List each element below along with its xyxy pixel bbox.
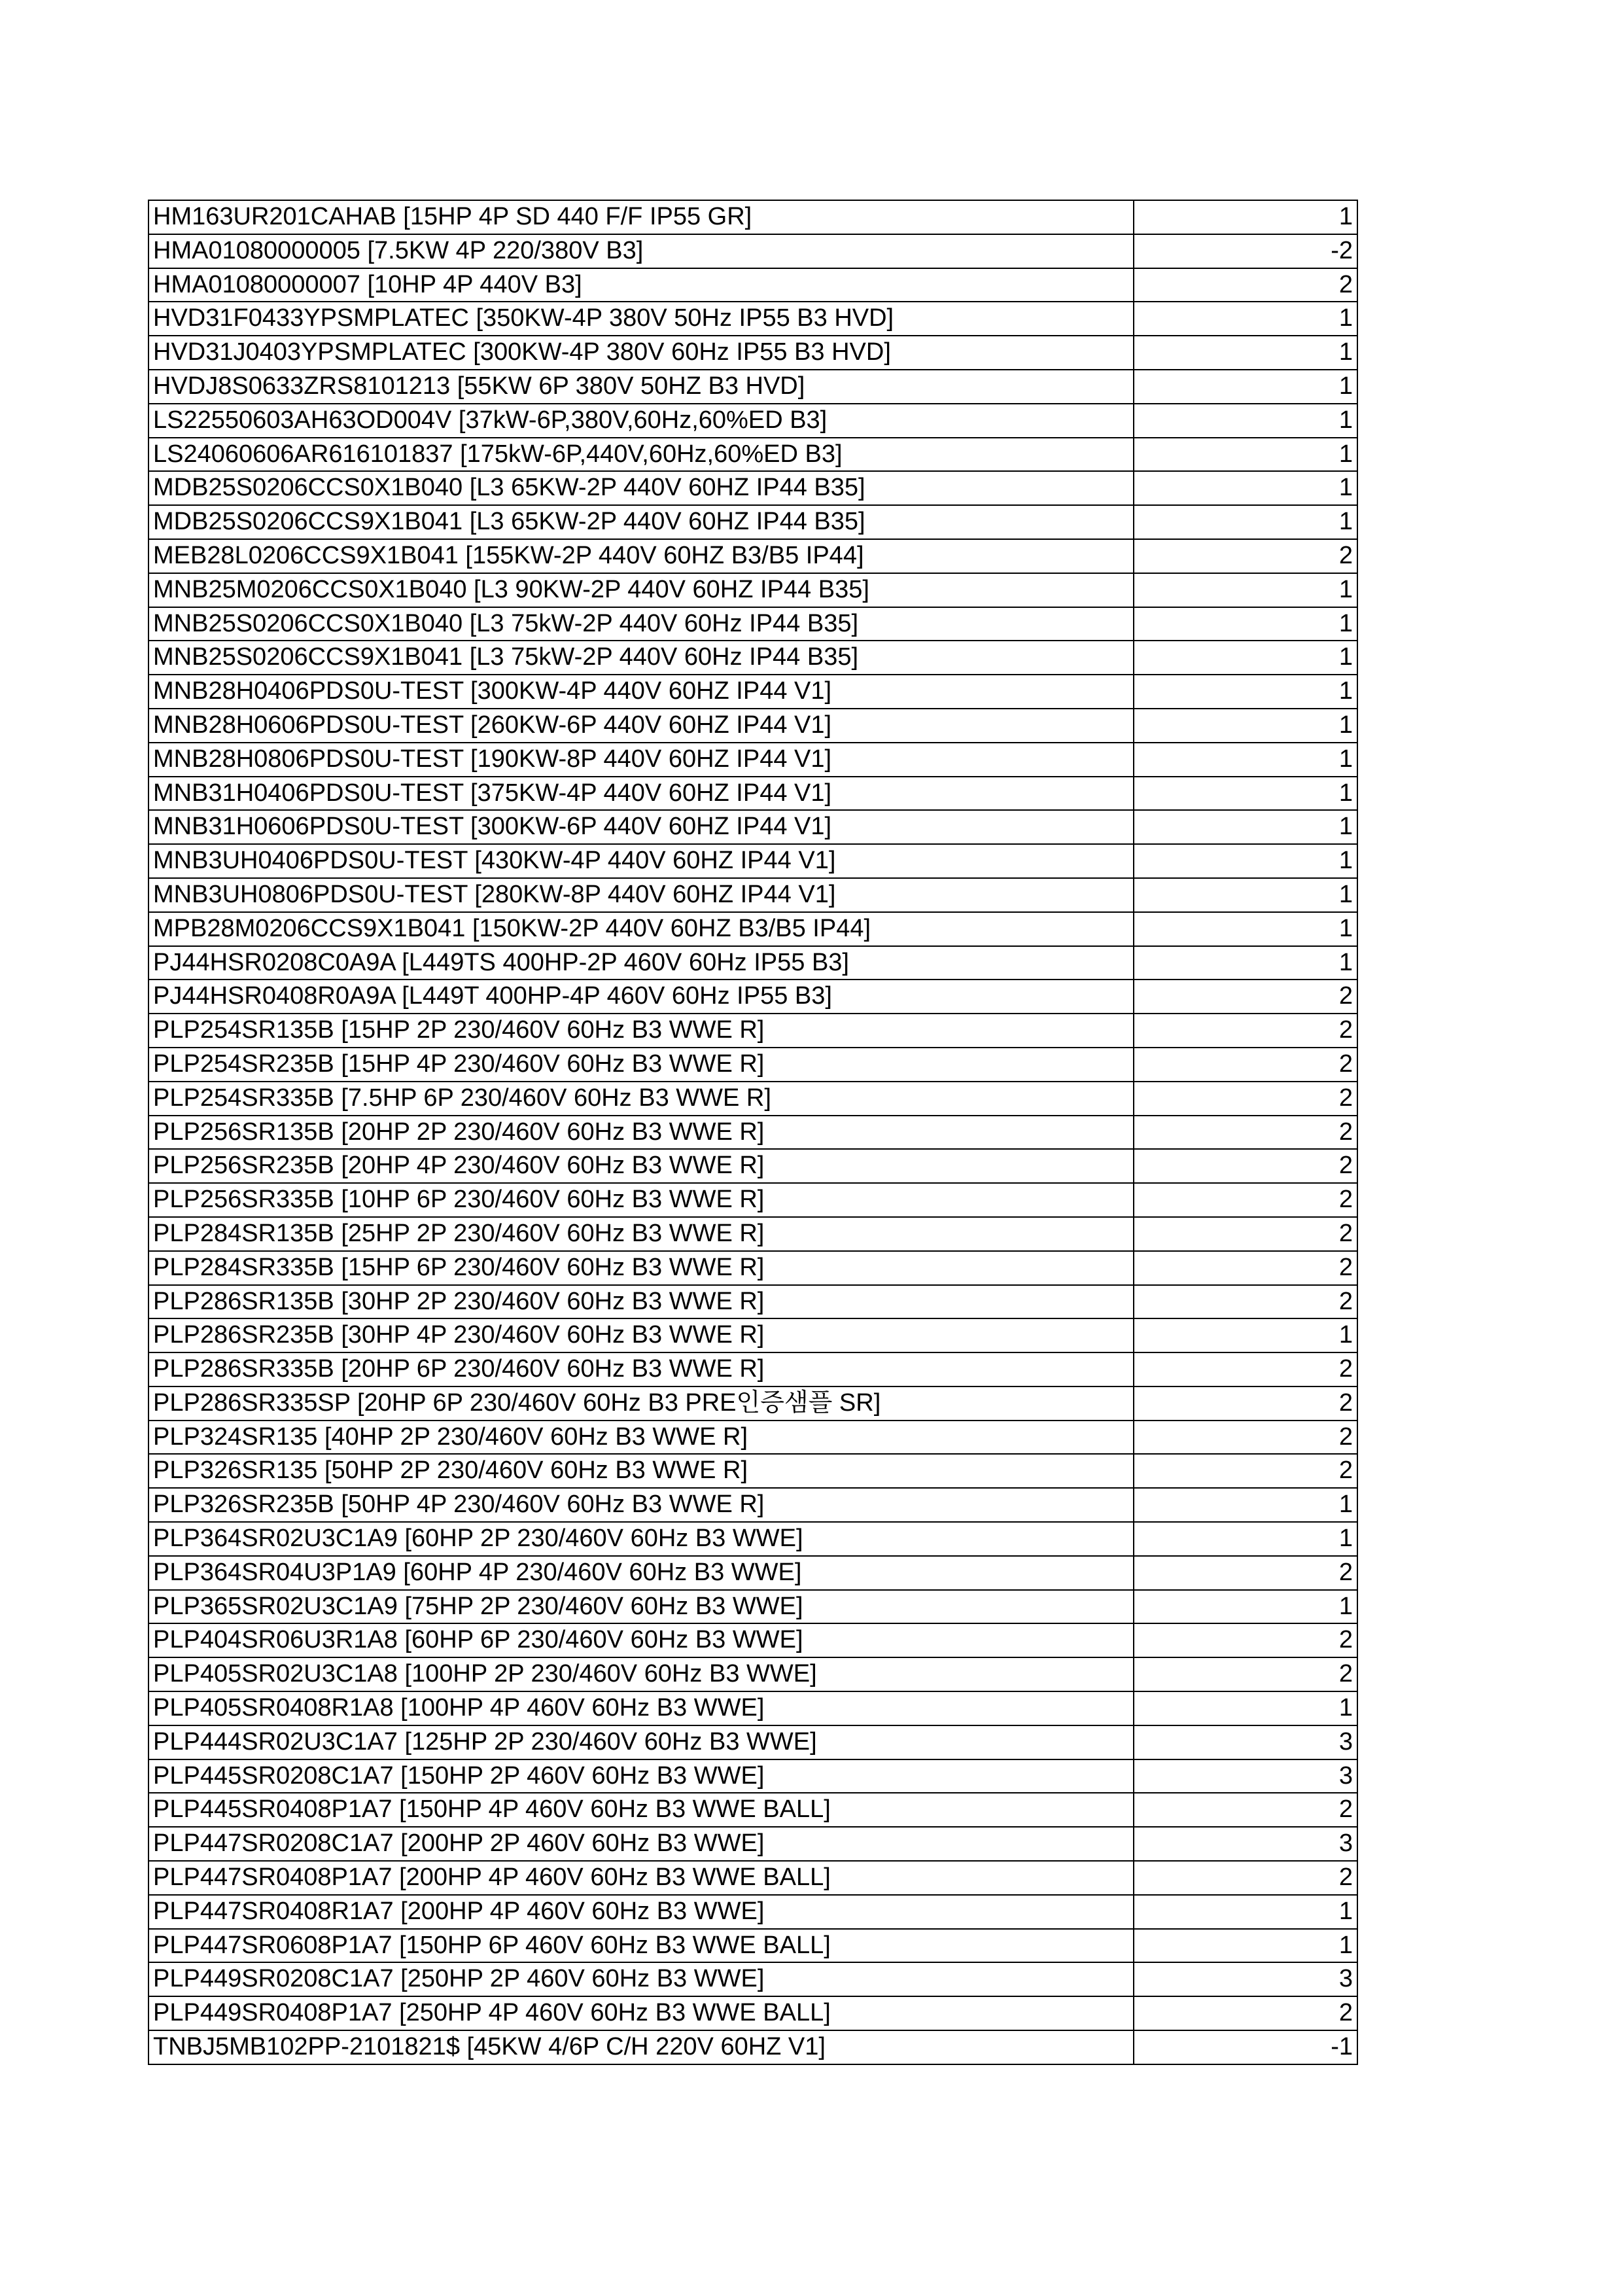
quantity-cell[interactable]: 1 [1134,200,1357,234]
table-row [148,336,1357,370]
table-row [148,1149,1357,1183]
quantity-cell[interactable]: 2 [1134,980,1357,1014]
item-description-cell[interactable]: PLP405SR02U3C1A8 [100HP 2P 230/460V 60Hz B3 WWE] [148,1657,1134,1691]
item-description-cell[interactable]: PLP256SR135B [20HP 2P 230/460V 60Hz B3 WWE R] [148,1116,1134,1150]
table-row [148,709,1357,743]
quantity-cell[interactable]: 1 [1134,1488,1357,1522]
table-row [148,573,1357,607]
item-description-cell[interactable]: MEB28L0206CCS9X1B041 [155KW-2P 440V 60HZ B3/B5 IP44] [148,539,1134,573]
item-description-cell[interactable]: PLP449SR0208C1A7 [250HP 2P 460V 60Hz B3 WWE] [148,1962,1134,1996]
table-row [148,743,1357,777]
item-description-cell[interactable]: MNB28H0406PDS0U-TEST [300KW-4P 440V 60HZ IP44 V1] [148,675,1134,709]
quantity-cell[interactable]: 2 [1134,1183,1357,1217]
quantity-cell[interactable]: 1 [1134,404,1357,438]
table-row [148,1386,1357,1421]
quantity-cell[interactable]: 1 [1134,675,1357,709]
item-description-cell[interactable]: PLP254SR335B [7.5HP 6P 230/460V 60Hz B3 WWE R] [148,1082,1134,1116]
item-description-cell[interactable]: PLP404SR06U3R1A8 [60HP 6P 230/460V 60Hz B3 WWE] [148,1623,1134,1657]
item-description-cell[interactable]: PLP364SR04U3P1A9 [60HP 4P 230/460V 60Hz B3 WWE] [148,1556,1134,1590]
item-description-cell[interactable]: PJ44HSR0208C0A9A [L449TS 400HP-2P 460V 60Hz IP55 B3] [148,946,1134,980]
quantity-cell[interactable]: -2 [1134,234,1357,268]
item-description-cell[interactable]: LS22550603AH63OD004V [37kW-6P,380V,60Hz,60%ED B3] [148,404,1134,438]
quantity-cell[interactable]: 1 [1134,370,1357,404]
quantity-cell[interactable]: 3 [1134,1759,1357,1793]
item-description-cell[interactable]: HMA01080000007 [10HP 4P 440V B3] [148,268,1134,302]
table-row [148,777,1357,811]
table-row [148,1285,1357,1319]
table-row [148,234,1357,268]
quantity-cell[interactable]: 1 [1134,810,1357,844]
item-description-cell[interactable]: PLP447SR0408P1A7 [200HP 4P 460V 60Hz B3 WWE BALL] [148,1861,1134,1895]
item-description-cell[interactable]: MNB25S0206CCS0X1B040 [L3 75kW-2P 440V 60Hz IP44 B35] [148,607,1134,641]
item-description-cell[interactable]: MNB28H0606PDS0U-TEST [260KW-6P 440V 60HZ IP44 V1] [148,709,1134,743]
item-description-cell[interactable]: MNB28H0806PDS0U-TEST [190KW-8P 440V 60HZ IP44 V1] [148,743,1134,777]
item-description-cell[interactable]: PLP449SR0408P1A7 [250HP 4P 460V 60Hz B3 WWE BALL] [148,1996,1134,2030]
quantity-cell[interactable]: 1 [1134,505,1357,539]
item-description-cell[interactable]: PLP324SR135 [40HP 2P 230/460V 60Hz B3 WWE R] [148,1421,1134,1455]
table-row [148,1352,1357,1386]
quantity-cell[interactable]: 2 [1134,1116,1357,1150]
quantity-cell[interactable]: 2 [1134,1657,1357,1691]
quantity-cell[interactable]: 2 [1134,1352,1357,1386]
quantity-cell[interactable]: 2 [1134,1861,1357,1895]
table-row [148,1759,1357,1793]
table-row [148,946,1357,980]
item-description-cell[interactable]: MNB25M0206CCS0X1B040 [L3 90KW-2P 440V 60HZ IP44 B35] [148,573,1134,607]
item-description-cell[interactable]: PLP284SR335B [15HP 6P 230/460V 60Hz B3 WWE R] [148,1251,1134,1285]
item-description-cell[interactable]: PLP326SR135 [50HP 2P 230/460V 60Hz B3 WWE R] [148,1454,1134,1488]
item-description-cell[interactable]: PLP286SR335SP [20HP 6P 230/460V 60Hz B3 PRE인증샘플 SR] [148,1386,1134,1421]
item-description-cell[interactable]: PLP286SR335B [20HP 6P 230/460V 60Hz B3 WWE R] [148,1352,1134,1386]
quantity-cell[interactable]: 2 [1134,1454,1357,1488]
quantity-cell[interactable]: 2 [1134,1082,1357,1116]
table-row [148,1996,1357,2030]
table-row [148,404,1357,438]
table-row [148,1421,1357,1455]
table-row [148,1556,1357,1590]
item-description-cell[interactable]: PLP447SR0208C1A7 [200HP 2P 460V 60Hz B3 WWE] [148,1827,1134,1861]
item-description-cell[interactable]: LS24060606AR616101837 [175kW-6P,440V,60Hz,60%ED B3] [148,438,1134,472]
item-description-cell[interactable]: PLP254SR235B [15HP 4P 230/460V 60Hz B3 WWE R] [148,1048,1134,1082]
quantity-cell[interactable]: 2 [1134,1996,1357,2030]
quantity-cell[interactable]: 1 [1134,844,1357,878]
item-description-cell[interactable]: PLP405SR0408R1A8 [100HP 4P 460V 60Hz B3 WWE] [148,1691,1134,1725]
quantity-cell[interactable]: 1 [1134,1691,1357,1725]
inventory-table [148,200,1358,2065]
table-row [148,1217,1357,1251]
quantity-cell[interactable]: 1 [1134,573,1357,607]
table-row [148,1116,1357,1150]
quantity-cell[interactable]: 2 [1134,1623,1357,1657]
table-row [148,1827,1357,1861]
item-description-cell[interactable]: PLP447SR0608P1A7 [150HP 6P 460V 60Hz B3 WWE BALL] [148,1929,1134,1963]
item-description-cell[interactable]: PLP365SR02U3C1A9 [75HP 2P 230/460V 60Hz B3 WWE] [148,1590,1134,1624]
item-description-cell[interactable]: PLP256SR335B [10HP 6P 230/460V 60Hz B3 WWE R] [148,1183,1134,1217]
quantity-cell[interactable]: 3 [1134,1962,1357,1996]
item-description-cell[interactable]: PJ44HSR0408R0A9A [L449T 400HP-4P 460V 60Hz IP55 B3] [148,980,1134,1014]
item-description-cell[interactable]: HVD31J0403YPSMPLATEC [300KW-4P 380V 60Hz IP55 B3 HVD] [148,336,1134,370]
item-description-cell[interactable]: MDB25S0206CCS0X1B040 [L3 65KW-2P 440V 60HZ IP44 B35] [148,471,1134,505]
table-row [148,675,1357,709]
item-description-cell[interactable]: PLP447SR0408R1A7 [200HP 4P 460V 60Hz B3 WWE] [148,1895,1134,1929]
table-row [148,2030,1357,2064]
table-row [148,1623,1357,1657]
table-row [148,539,1357,573]
quantity-cell[interactable]: 2 [1134,1149,1357,1183]
table-row [148,505,1357,539]
quantity-cell[interactable]: 3 [1134,1725,1357,1759]
quantity-cell[interactable]: 1 [1134,641,1357,675]
item-description-cell[interactable]: TNBJ5MB102PP-2101821$ [45KW 4/6P C/H 220V 60HZ V1] [148,2030,1134,2064]
item-description-cell[interactable]: PLP284SR135B [25HP 2P 230/460V 60Hz B3 WWE R] [148,1217,1134,1251]
item-description-cell[interactable]: HMA01080000005 [7.5KW 4P 220/380V B3] [148,234,1134,268]
item-description-cell[interactable]: PLP256SR235B [20HP 4P 230/460V 60Hz B3 WWE R] [148,1149,1134,1183]
quantity-cell[interactable]: 2 [1134,1048,1357,1082]
table-row [148,1657,1357,1691]
item-description-cell[interactable]: PLP286SR235B [30HP 4P 230/460V 60Hz B3 WWE R] [148,1318,1134,1352]
table-row [148,1454,1357,1488]
quantity-cell[interactable]: 1 [1134,1318,1357,1352]
table-row [148,1691,1357,1725]
item-description-cell[interactable]: MDB25S0206CCS9X1B041 [L3 65KW-2P 440V 60HZ IP44 B35] [148,505,1134,539]
quantity-cell[interactable]: -1 [1134,2030,1357,2064]
quantity-cell[interactable]: 1 [1134,302,1357,336]
item-description-cell[interactable]: MNB3UH0806PDS0U-TEST [280KW-8P 440V 60HZ IP44 V1] [148,878,1134,912]
quantity-cell[interactable]: 3 [1134,1827,1357,1861]
table-row [148,268,1357,302]
item-description-cell[interactable]: HVDJ8S0633ZRS8101213 [55KW 6P 380V 50HZ B3 HVD] [148,370,1134,404]
quantity-cell[interactable]: 1 [1134,743,1357,777]
table-row [148,641,1357,675]
item-description-cell[interactable]: PLP286SR135B [30HP 2P 230/460V 60Hz B3 WWE R] [148,1285,1134,1319]
item-description-cell[interactable]: HVD31F0433YPSMPLATEC [350KW-4P 380V 50Hz IP55 B3 HVD] [148,302,1134,336]
table-row [148,844,1357,878]
quantity-cell[interactable]: 1 [1134,438,1357,472]
quantity-cell[interactable]: 2 [1134,1014,1357,1048]
item-description-cell[interactable]: PLP364SR02U3C1A9 [60HP 2P 230/460V 60Hz B3 WWE] [148,1522,1134,1556]
quantity-cell[interactable]: 2 [1134,1793,1357,1827]
quantity-cell[interactable]: 2 [1134,268,1357,302]
quantity-cell[interactable]: 2 [1134,1217,1357,1251]
table-row [148,1793,1357,1827]
table-row [148,980,1357,1014]
table-row [148,438,1357,472]
table-row [148,302,1357,336]
table-row [148,1590,1357,1624]
item-description-cell[interactable]: PLP445SR0408P1A7 [150HP 4P 460V 60Hz B3 WWE BALL] [148,1793,1134,1827]
table-row [148,1929,1357,1963]
item-description-cell[interactable]: MNB3UH0406PDS0U-TEST [430KW-4P 440V 60HZ IP44 V1] [148,844,1134,878]
table-row [148,1318,1357,1352]
quantity-cell[interactable]: 2 [1134,1285,1357,1319]
table-row [148,1082,1357,1116]
table-row [148,1522,1357,1556]
table-row [148,1488,1357,1522]
quantity-cell[interactable]: 2 [1134,1386,1357,1421]
table-row [148,878,1357,912]
item-description-cell[interactable]: MNB31H0606PDS0U-TEST [300KW-6P 440V 60HZ IP44 V1] [148,810,1134,844]
quantity-cell[interactable]: 2 [1134,1556,1357,1590]
quantity-cell[interactable]: 1 [1134,912,1357,946]
table-row [148,912,1357,946]
quantity-cell[interactable]: 1 [1134,1895,1357,1929]
item-description-cell[interactable]: PLP444SR02U3C1A7 [125HP 2P 230/460V 60Hz B3 WWE] [148,1725,1134,1759]
table-row [148,1251,1357,1285]
item-description-cell[interactable]: MNB31H0406PDS0U-TEST [375KW-4P 440V 60HZ IP44 V1] [148,777,1134,811]
quantity-cell[interactable]: 2 [1134,1251,1357,1285]
quantity-cell[interactable]: 2 [1134,1421,1357,1455]
table-row [148,1048,1357,1082]
table-row [148,471,1357,505]
quantity-cell[interactable]: 1 [1134,1522,1357,1556]
quantity-cell[interactable]: 1 [1134,607,1357,641]
item-description-cell[interactable]: MNB25S0206CCS9X1B041 [L3 75kW-2P 440V 60Hz IP44 B35] [148,641,1134,675]
quantity-cell[interactable]: 1 [1134,878,1357,912]
table-row [148,1725,1357,1759]
table-row [148,370,1357,404]
quantity-cell[interactable]: 1 [1134,1929,1357,1963]
inventory-table-body [148,200,1357,2064]
item-description-cell[interactable]: PLP254SR135B [15HP 2P 230/460V 60Hz B3 WWE R] [148,1014,1134,1048]
table-row [148,1014,1357,1048]
quantity-cell[interactable]: 1 [1134,471,1357,505]
quantity-cell[interactable]: 1 [1134,946,1357,980]
table-row [148,810,1357,844]
quantity-cell[interactable]: 1 [1134,777,1357,811]
table-row [148,200,1357,234]
item-description-cell[interactable]: MPB28M0206CCS9X1B041 [150KW-2P 440V 60HZ B3/B5 IP44] [148,912,1134,946]
quantity-cell[interactable]: 1 [1134,336,1357,370]
table-row [148,1183,1357,1217]
item-description-cell[interactable]: PLP326SR235B [50HP 4P 230/460V 60Hz B3 WWE R] [148,1488,1134,1522]
table-row [148,1895,1357,1929]
quantity-cell[interactable]: 1 [1134,709,1357,743]
quantity-cell[interactable]: 1 [1134,1590,1357,1624]
quantity-cell[interactable]: 2 [1134,539,1357,573]
table-row [148,607,1357,641]
item-description-cell[interactable]: HM163UR201CAHAB [15HP 4P SD 440 F/F IP55 GR] [148,200,1134,234]
table-row [148,1962,1357,1996]
item-description-cell[interactable]: PLP445SR0208C1A7 [150HP 2P 460V 60Hz B3 WWE] [148,1759,1134,1793]
table-row [148,1861,1357,1895]
